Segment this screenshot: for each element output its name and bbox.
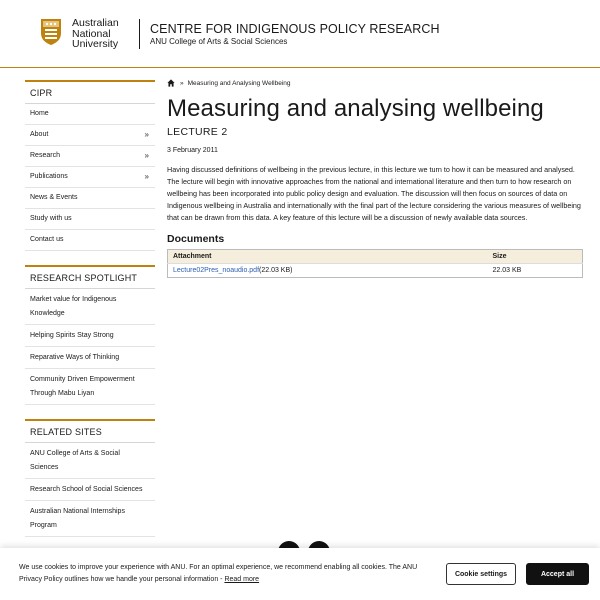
sidebar-item-label: Contact us (30, 236, 64, 243)
research-spotlight-heading: RESEARCH SPOTLIGHT (25, 267, 155, 289)
related-site-item[interactable]: ANU College of Arts & Social Sciences (25, 443, 155, 479)
sidebar-item-home[interactable] (25, 104, 155, 125)
sidebar-item-news-events[interactable] (25, 188, 155, 209)
header-divider (139, 19, 140, 49)
lecture-label: LECTURE 2 (167, 126, 228, 138)
anu-logo-link[interactable] (40, 18, 119, 50)
column-header-attachment: Attachment (168, 250, 488, 264)
chevron-right-icon[interactable]: » (144, 151, 149, 160)
cookie-banner (0, 548, 600, 600)
logo-line-3: University (72, 38, 119, 50)
spotlight-item[interactable]: Helping Spirits Stay Strong (25, 325, 155, 347)
cookie-settings-button[interactable]: Cookie settings (446, 563, 516, 585)
research-spotlight-block (25, 265, 155, 405)
documents-heading: Documents (167, 233, 225, 245)
sidebar-item-publications[interactable] (25, 167, 155, 188)
table-row (168, 264, 583, 278)
related-site-item[interactable]: Research School of Social Sciences (25, 479, 155, 501)
main-content (167, 76, 583, 278)
sidebar-item-about[interactable] (25, 125, 155, 146)
read-more-link[interactable]: Read more (224, 576, 260, 583)
page-title: Measuring and analysing wellbeing (167, 95, 544, 122)
sidebar-item-study[interactable] (25, 209, 155, 230)
accept-all-button[interactable]: Accept all (526, 563, 589, 585)
cookie-message (19, 562, 419, 586)
related-site-item[interactable]: Australian National Internships Program (25, 501, 155, 537)
related-sites-block (25, 419, 155, 537)
sidebar-item-research[interactable] (25, 146, 155, 167)
lecture-description: Having discussed definitions of wellbeing in the previous lecture, in this lecture we turn to how it can be measured and analysed. The lecture will begin with innovative approaches from the national and international literature and then turn to how research on wellbeing has been incorporated into public policy design and evaluation. The discussion will then focus on sources of data on Indigenous wellbeing in Australia and internationally with the final part of the lecture considering the various measures of wellbeing that can be drawn from this data. A key feature of this lecture will be a discussion of newly available data sources. (167, 165, 581, 222)
breadcrumb-current: Measuring and Analysing Wellbeing (187, 79, 291, 87)
sidebar-item-label: News & Events (30, 194, 78, 201)
spotlight-item[interactable]: Community Driven Empowerment Through Mabu Liyan (25, 369, 155, 405)
breadcrumb-separator: » (180, 79, 184, 87)
centre-subtitle[interactable]: ANU College of Arts & Social Sciences (150, 37, 288, 46)
chevron-right-icon[interactable]: » (144, 172, 149, 181)
related-sites-heading: RELATED SITES (25, 421, 155, 443)
sidebar-nav-heading[interactable]: CIPR (25, 82, 155, 104)
site-header (0, 0, 600, 68)
sidebar-item-label: Research (30, 152, 60, 159)
breadcrumb (167, 76, 583, 90)
spotlight-item[interactable]: Market value for Indigenous Knowledge (25, 289, 155, 325)
sidebar-nav-block (25, 80, 155, 251)
publish-date: 3 February 2011 (167, 147, 218, 154)
size-cell: 22.03 KB (492, 267, 522, 274)
logo-line-1: Australian (72, 17, 119, 29)
attachment-inline-size: (22.03 KB) (259, 267, 293, 274)
chevron-right-icon[interactable]: » (144, 130, 149, 139)
spotlight-item[interactable]: Reparative Ways of Thinking (25, 347, 155, 369)
sidebar (25, 80, 155, 551)
logo-line-2: National (72, 27, 111, 40)
anu-crest-icon (40, 18, 62, 46)
sidebar-item-label: Study with us (30, 215, 72, 222)
table-header-row (168, 250, 583, 264)
column-header-size: Size (488, 250, 583, 264)
attachment-cell (168, 264, 488, 278)
home-icon[interactable] (167, 79, 175, 87)
anu-wordmark (72, 18, 119, 50)
sidebar-item-label: Home (30, 110, 49, 117)
sidebar-item-label: Publications (30, 173, 68, 180)
sidebar-item-contact[interactable] (25, 230, 155, 251)
pdf-download-link[interactable]: Lecture02Pres_noaudio.pdf (173, 267, 260, 274)
cookie-text: We use cookies to improve your experience with ANU. For an optimal experience, we recommend enabling all cookies. The ANU Privacy Policy outlines how we handle your personal information - (19, 564, 418, 583)
centre-title[interactable]: CENTRE FOR INDIGENOUS POLICY RESEARCH (150, 22, 440, 36)
documents-table (167, 249, 583, 278)
sidebar-item-label: About (30, 131, 49, 138)
